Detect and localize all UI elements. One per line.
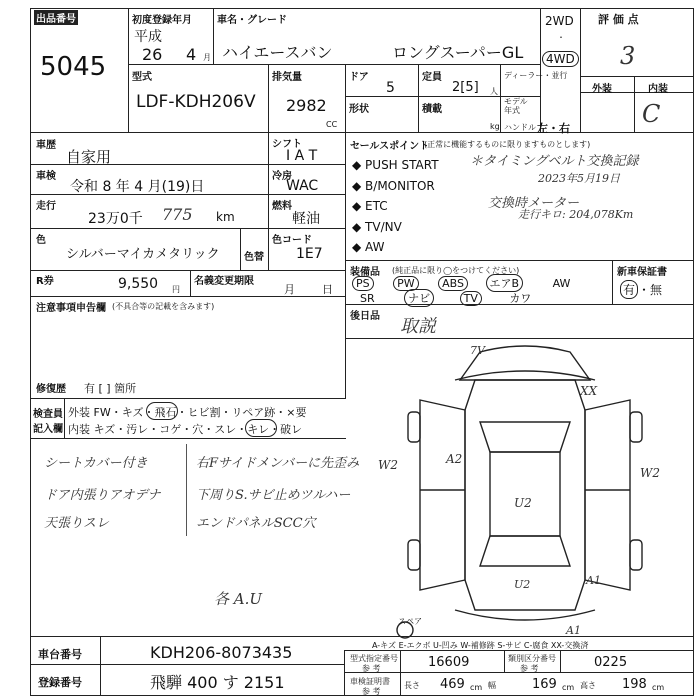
rule [213, 8, 214, 64]
rule [30, 132, 694, 133]
displacement-label: 排気量 [272, 72, 302, 83]
km-unit: km [216, 210, 235, 224]
note-extra: 各 A.U [214, 590, 263, 608]
equip-airbag: エアB [486, 274, 524, 292]
yen-unit: 円 [172, 285, 180, 294]
ref-label-1: 参 考 [362, 664, 381, 673]
rule [128, 64, 540, 65]
drive-4wd: 4WD [542, 51, 579, 67]
equip-label: 装備品 [350, 267, 380, 278]
rule [560, 650, 561, 672]
mark-a1-bottom: A1 [566, 624, 581, 637]
rule [30, 438, 346, 439]
diagram-legend: A-キズ E-エクボ U-凹み W-補修跡 S-サビ C-腐食 XX-交換済 [372, 641, 589, 650]
rule [580, 8, 581, 132]
selling-note-1: ＊タイミングベルト交換記録 [470, 154, 639, 169]
person-unit: 人 [490, 87, 498, 96]
inspection: 令和 8 年 4 月(19)日 [70, 179, 205, 195]
equip-sr: SR [360, 292, 375, 305]
note-divider [186, 444, 187, 536]
dealer-label: ディーラー・並行 [504, 71, 568, 80]
post-label: 後日品 [350, 311, 380, 322]
lot-number: 5045 [40, 52, 107, 82]
check-label-1: 検査員 [33, 409, 63, 420]
displacement: 2982 [286, 96, 327, 115]
equip-tv: TV [460, 291, 482, 306]
ac-label: 冷房 [272, 171, 292, 182]
grade: ロングスーパーGL [392, 43, 524, 62]
cc-unit: CC [326, 120, 338, 129]
diagram-spare: スペア [398, 617, 422, 626]
mark-a1-side: A1 [586, 574, 601, 587]
name-change-month: 月 [284, 283, 295, 296]
selling-note-3: 交換時メーター [488, 196, 580, 211]
ac: WAC [286, 178, 319, 194]
rule [400, 650, 401, 696]
exterior-label: 外装 [592, 84, 612, 95]
cert-label: 車検証明書 [350, 677, 390, 686]
equip-pw: PW [393, 276, 419, 291]
month-unit: 月 [203, 53, 211, 62]
notes-label: 注意事項申告欄 [36, 303, 106, 314]
shift-label: シフト [272, 139, 302, 150]
rule [30, 664, 344, 665]
selling-item: ◆ ETC [352, 199, 388, 213]
mileage-label: 走行 [36, 201, 56, 212]
type-designation-label: 型式指定番号 [350, 654, 398, 663]
check-circle-stone [146, 402, 178, 420]
mark-7v: 7V [470, 344, 485, 357]
doors: 5 [386, 80, 395, 96]
rule [128, 8, 129, 132]
repair-label: 修復歴 [36, 384, 66, 395]
rule [612, 260, 613, 304]
check-row-2: 内装 キズ・汚レ・コゲ・穴・スレ・キレ・破レ [68, 423, 303, 436]
mark-xx: XX [580, 384, 598, 398]
mileage-handwritten: 775 [162, 205, 193, 224]
model-label: 型式 [132, 72, 152, 83]
score-label: 評 価 点 [598, 13, 639, 26]
equip-ps: PS [352, 276, 374, 291]
load-label: 積載 [422, 104, 442, 115]
height-unit: cm [652, 683, 665, 692]
fuel: 軽油 [292, 211, 320, 227]
reg-month: 4 [186, 45, 197, 64]
height: 198 [622, 677, 647, 692]
class-label: 類別区分番号 [508, 654, 556, 663]
kg-unit: kg [490, 122, 500, 131]
width: 169 [532, 677, 557, 692]
height-label: 高さ [580, 681, 596, 690]
color-code-label: 色コード [272, 235, 312, 246]
car-name: ハイエースバン [222, 43, 333, 62]
post-value: 取説 [400, 316, 436, 337]
lot-label: 出品番号 [34, 10, 78, 25]
rule [64, 398, 65, 438]
rule [634, 76, 635, 132]
rule [30, 270, 346, 271]
rule [30, 398, 346, 399]
rule [190, 270, 191, 296]
warranty-value: 有 ・無 [620, 280, 662, 299]
note-left-3: 天張りスレ [44, 516, 110, 531]
interior-label: 内装 [648, 84, 668, 95]
color-label: 色 [36, 235, 46, 246]
name-change-day: 日 [322, 283, 333, 296]
equip-sub: (純正品に限り◯をつけてください) [392, 266, 520, 275]
plate-label: 登録番号 [38, 676, 82, 689]
note-right-1: 右Fサイドメンバーに先歪み [196, 456, 360, 471]
history: 自家用 [66, 148, 112, 166]
length: 469 [440, 677, 465, 692]
recycle-label: R券 [36, 276, 54, 287]
length-label: 長さ [404, 681, 420, 690]
mileage-printed: 23万0千 [88, 211, 143, 227]
selling-note-4: 走行キロ: 204,078Km [518, 208, 634, 221]
capacity-label: 定員 [422, 72, 442, 83]
selling-item: ◆ B/MONITOR [352, 178, 435, 193]
rule [504, 650, 505, 672]
rule [345, 260, 694, 261]
class-value: 0225 [594, 655, 628, 670]
rule [345, 132, 346, 398]
note-right-2: 下周りS.サビ止めツルハー [196, 488, 351, 503]
equip-aw: AW [552, 277, 571, 290]
selling-list [352, 155, 439, 258]
repair-value: 有 [ ] 箇所 [84, 382, 137, 395]
color: シルバーマイカメタリック [66, 247, 220, 262]
chassis: KDH206-8073435 [150, 643, 293, 662]
note-right-3: エンドパネルSCC穴 [196, 516, 316, 531]
shape-label: 形状 [349, 104, 369, 115]
check-circle-scuff [245, 419, 277, 437]
equip-navi: ナビ [404, 289, 434, 307]
doors-label: ドア [349, 72, 369, 83]
plate: 飛騨 400 す 2151 [150, 673, 285, 692]
rule [30, 296, 346, 297]
reg-year: 26 [142, 45, 163, 64]
car-diagram [360, 340, 690, 640]
selling-item: ◆ PUSH START [352, 158, 439, 172]
handle-value: 左・右 [537, 122, 570, 135]
chassis-label: 車台番号 [38, 648, 82, 661]
type-designation: 16609 [428, 655, 470, 670]
model-year-label: モデル年式 [504, 97, 528, 115]
length-unit: cm [470, 683, 483, 692]
selling-sub: (正常に機能するものに限りますものとします) [424, 140, 591, 149]
selling-note-2: 2023年5月19日 [538, 172, 620, 185]
selling-label: セールスポイント [350, 141, 430, 152]
warranty-no: 無 [650, 283, 663, 297]
warranty-yes: 有 [620, 280, 638, 299]
mark-u2-center: U2 [514, 496, 532, 510]
drive-dot: ・ [557, 33, 565, 42]
first-reg-label: 初度登録年月 [132, 15, 192, 26]
rule [240, 228, 241, 270]
capacity: 2[5] [452, 80, 479, 95]
recycle-fee: 9,550 [118, 276, 159, 292]
note-left-2: ドア内張りアオデナ [44, 488, 161, 503]
model: LDF-KDH206V [136, 92, 256, 112]
notes-sub: (不具合等の記載を含みます) [112, 302, 215, 311]
mark-u2-rear: U2 [514, 578, 531, 591]
check-row-1: 外装 FW・キズ・飛石・ヒビ割・リペア跡・×要 [68, 406, 307, 419]
car-name-label: 車名・グレード [217, 15, 287, 26]
mark-a2: A2 [446, 452, 463, 466]
mark-w2-left: W2 [378, 458, 398, 472]
rule [344, 672, 694, 673]
drive-2wd: 2WD [545, 14, 574, 28]
note-left-1: シートカバー付き [44, 456, 148, 471]
rule [500, 64, 501, 132]
equip-leather: カワ [509, 292, 532, 305]
rule [345, 64, 346, 132]
fuel-label: 燃料 [272, 201, 292, 212]
equip-abs: ABS [438, 276, 468, 291]
check-label-2: 記入欄 [33, 424, 63, 435]
equip-row-2 [360, 289, 531, 307]
rule [268, 64, 269, 132]
rule [100, 636, 101, 696]
history-label: 車歴 [36, 140, 56, 151]
rule [268, 132, 269, 270]
ref-label-2: 参 考 [520, 664, 539, 673]
warranty-label: 新車保証書 [617, 267, 667, 278]
shift: I A T [286, 148, 318, 164]
color-swap-label: 色替 [244, 252, 264, 263]
rule [580, 76, 694, 77]
rule [345, 338, 694, 339]
width-unit: cm [562, 683, 575, 692]
inspection-label: 車検 [36, 171, 56, 182]
interior-grade: C [642, 100, 661, 128]
rule [418, 64, 419, 132]
mark-w2-right: W2 [640, 466, 660, 480]
rule [30, 228, 346, 229]
cert-sub: 参 考 [362, 687, 381, 696]
era: 平成 [134, 29, 162, 45]
selling-item: ◆ TV/NV [352, 219, 402, 234]
name-change-label: 名義変更期限 [194, 276, 254, 287]
selling-item: ◆ AW [352, 240, 385, 254]
score: 3 [620, 42, 636, 70]
handle-label: ハンドル [504, 123, 536, 132]
width-label: 幅 [488, 681, 496, 690]
rule [344, 650, 345, 696]
color-code: 1E7 [296, 246, 323, 262]
